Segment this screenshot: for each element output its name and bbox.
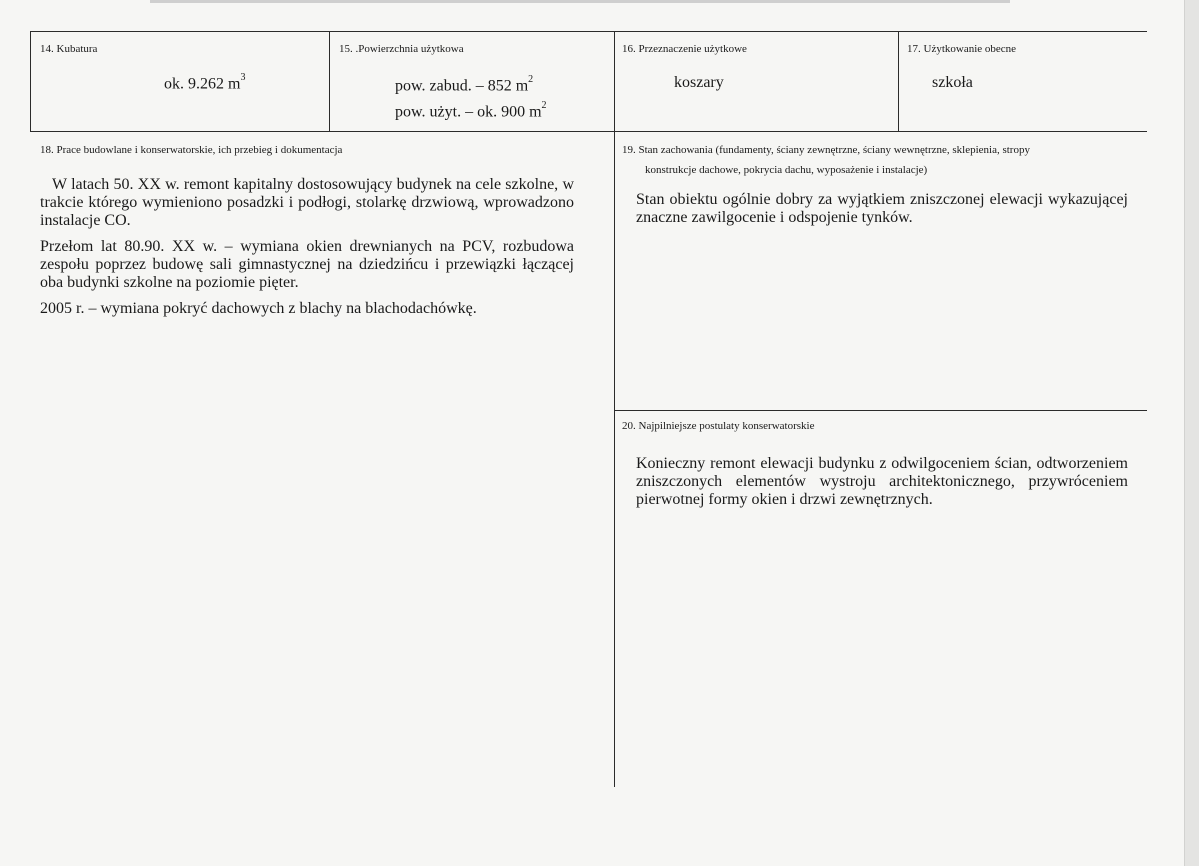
field-20-body: Konieczny remont elewacji budynku z odwilgoceniem ścian, odtworzeniem zniszczonych elementów wystroju architektonicznego, przywróceniem pierwotnej formy okien i drzwi zewnętrznych.	[636, 455, 1128, 508]
field-19-body: Stan obiektu ogólnie dobry za wyjątkiem zniszczonej elewacji wykazującej znaczne zawilgocenie i odspojenie tynków.	[636, 191, 1128, 226]
pow-uzyt-value: pow. użyt. – ok. 900 m	[395, 103, 542, 121]
field-17-value: szkoła	[932, 74, 973, 91]
top-border-line	[30, 31, 1147, 32]
scan-right-edge	[1184, 0, 1199, 866]
column-divider-17	[898, 31, 899, 131]
row-divider-line	[30, 131, 1147, 132]
field-15-line-2	[395, 102, 547, 121]
field-14-value	[164, 74, 245, 93]
kubatura-unit-exponent: 3	[240, 72, 246, 83]
field-16-label: 16. Przeznaczenie użytkowe	[622, 43, 747, 55]
field-19-label-line-1: 19. Stan zachowania (fundamenty, ściany zewnętrzne, ściany wewnętrzne, sklepienia, stropy	[622, 144, 1030, 156]
column-divider-15	[329, 31, 330, 131]
field-14-label: 14. Kubatura	[40, 43, 98, 55]
section-19-20-divider	[614, 410, 1147, 411]
field-19-label-line-2: konstrukcje dachowe, pokrycia dachu, wyposażenie i instalacje)	[645, 164, 928, 176]
pow-zabud-exponent: 2	[528, 74, 534, 85]
field-18-paragraph-2: Przełom lat 80.90. XX w. – wymiana okien drewnianych na PCV, rozbudowa zespołu poprzez budowę sali gimnastycznej na dziedzińcu i przewiązki łączącej oba budynki szkolne na poziomie pięter.	[40, 238, 574, 291]
field-18-paragraph-1: W latach 50. XX w. remont kapitalny dostosowujący budynek na cele szkolne, w trakcie którego wymieniono posadzki i podłogi, stolarkę drzwiową, wprowadzono instalacje CO.	[40, 176, 574, 229]
column-divider-16	[614, 31, 615, 787]
field-18-body	[40, 176, 574, 326]
field-20-label: 20. Najpilniejsze postulaty konserwatorskie	[622, 420, 815, 432]
field-15-label: 15. .Powierzchnia użytkowa	[339, 43, 464, 55]
field-16-value: koszary	[674, 74, 724, 91]
field-17-label: 17. Użytkowanie obecne	[907, 43, 1017, 55]
field-18-paragraph-3: 2005 r. – wymiana pokryć dachowych z blachy na blachodachówkę.	[40, 300, 477, 317]
field-18-label: 18. Prace budowlane i konserwatorskie, ich przebieg i dokumentacja	[40, 144, 343, 156]
left-border-line	[30, 31, 31, 131]
field-15-line-1	[395, 76, 533, 95]
pow-zabud-value: pow. zabud. – 852 m	[395, 77, 529, 95]
pow-uzyt-exponent: 2	[541, 100, 547, 111]
scan-top-edge	[150, 0, 1010, 3]
kubatura-value: ok. 9.262 m	[164, 75, 241, 93]
